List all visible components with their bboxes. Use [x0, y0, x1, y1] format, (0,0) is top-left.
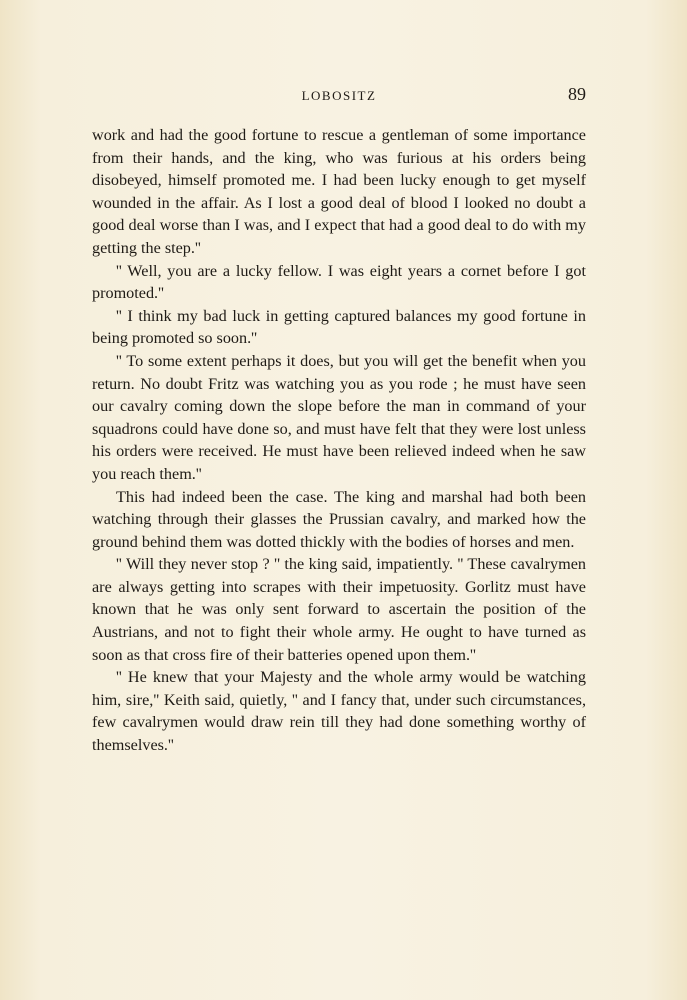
paragraph: '' Will they never stop ? '' the king said, impatiently. '' These cavalrymen are always getting into scrapes with their impetuosity. Gorlitz must have known that he was only sent forward to ascertain the position of the Austrians, and not to fight their whole army. He ought to have turned as soon as that cross fire of their batteries opened upon them.'' — [92, 555, 586, 664]
page-header — [92, 84, 586, 110]
page-number: 89 — [568, 84, 586, 104]
paragraph: '' To some extent perhaps it does, but you will get the benefit when you return. No doubt Fritz was watching you as you rode ; he must have seen our cavalry coming down the slope before the man in command of your squadrons could have done so, and must have felt that they were lost unless his orders were received. He must have been relieved indeed when he saw you reach them.'' — [92, 351, 586, 483]
body-text — [92, 124, 586, 757]
paragraph-continuation: work and had the good fortune to rescue a gentleman of some importance from their hands, and the king, who was furious at his orders being disobeyed, himself promoted me. I had been lucky enough to get myself wounded in the affair. As I lost a good deal of blood I looked no doubt a good deal worse than I was, and I expect that had a good deal to do with my getting the step.'' — [92, 126, 586, 257]
running-head: LOBOSITZ — [301, 88, 377, 103]
paragraph: '' He knew that your Majesty and the whole army would be watching him, sire,'' Keith said, quietly, '' and I fancy that, under such circumstances, few cavalrymen would draw rein till they had done something worthy of themselves.'' — [92, 668, 586, 755]
paragraph: '' I think my bad luck in getting captured balances my good fortune in being promoted so soon.'' — [92, 306, 586, 348]
paragraph: This had indeed been the case. The king and marshal had both been watching through their glasses the Prussian cavalry, and marked how the ground behind them was dotted thickly with the bodies of horses and men. — [92, 487, 586, 551]
paragraph: '' Well, you are a lucky fellow. I was eight years a cornet before I got promoted.'' — [92, 261, 586, 303]
